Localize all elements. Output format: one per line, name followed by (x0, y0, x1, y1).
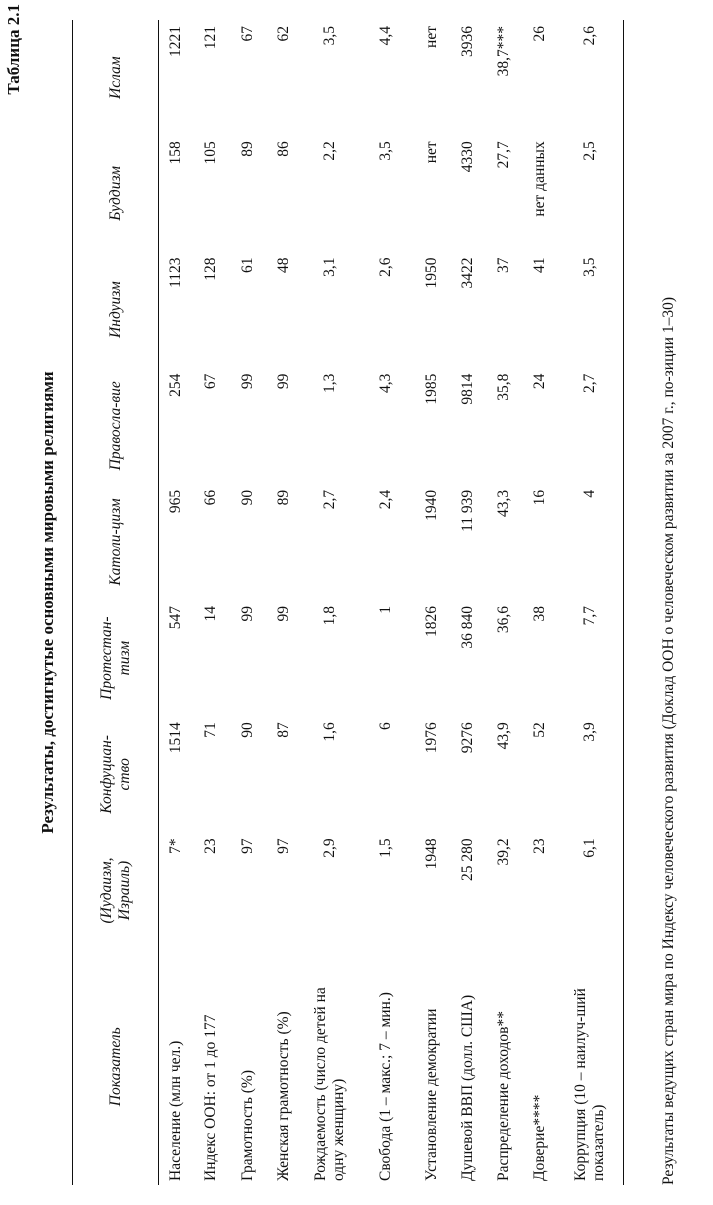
value-cell: 67 (238, 26, 256, 42)
value-cell: 3,5 (320, 26, 338, 46)
value-cell: 547 (166, 606, 184, 630)
value-cell: 71 (202, 722, 220, 738)
value-cell: 41 (530, 257, 548, 273)
header-judaism: (Иудаизм, Израиль) (73, 832, 159, 948)
value-cell: 38 (530, 606, 548, 622)
footnote: Результаты ведущих стран мира по Индексу человеческого развития (Доклад ООН о человеческом развитии за 2007 г., по-зиции 1–30) (660, 297, 677, 1185)
value-cell: 7,7 (558, 600, 624, 716)
indicator-cell: Население (млн чел.) (166, 1040, 184, 1181)
value-cell: 37 (494, 257, 512, 273)
value-cell: 6 (376, 722, 394, 730)
header-catholicism: Католи-цизм (73, 484, 159, 600)
value-cell: 2,5 (558, 135, 624, 251)
value-cell: 2,6 (558, 20, 624, 135)
value-cell: 9814 (458, 373, 476, 405)
header-orthodoxy: Правосла-вие (73, 368, 159, 484)
value-cell: 43,3 (494, 489, 512, 517)
value-cell: 1,3 (320, 373, 338, 394)
header-hinduism: Индуизм (73, 251, 159, 367)
value-cell: 48 (274, 257, 292, 273)
value-cell: нет (422, 26, 440, 48)
table-row (522, 20, 558, 1185)
indicator-cell: Свобода (1 – макс.; 7 – мин.) (376, 992, 394, 1181)
table-title: Результаты, достигнутые основными мировыми религиями (38, 371, 57, 834)
value-cell: 89 (238, 141, 256, 157)
value-cell: 61 (238, 257, 256, 273)
value-cell: 7* (166, 838, 184, 854)
value-cell: 38,7*** (494, 26, 512, 77)
value-cell: 67 (202, 373, 220, 390)
value-cell: 87 (274, 722, 292, 738)
value-cell: 3422 (458, 257, 476, 289)
header-indicator: Показатель (73, 949, 159, 1185)
value-cell: 3936 (458, 26, 476, 57)
table-row (558, 20, 624, 1185)
value-cell: 2,7 (558, 368, 624, 484)
indicator-cell: Доверие**** (530, 1094, 548, 1181)
value-cell: 97 (274, 838, 292, 854)
value-cell: 97 (238, 838, 256, 854)
value-cell: 99 (274, 606, 292, 622)
value-cell: 1,5 (376, 838, 394, 858)
value-cell: 1221 (166, 26, 184, 57)
header-islam: Ислам (73, 20, 159, 135)
value-cell: 2,9 (320, 838, 338, 858)
value-cell: 23 (202, 838, 220, 854)
value-cell: 254 (166, 373, 184, 397)
value-cell: нет данных (530, 141, 548, 217)
table-row (159, 20, 193, 1185)
value-cell: 1 (376, 606, 394, 614)
religions-results-table (72, 20, 624, 1185)
value-cell: 1985 (422, 373, 440, 405)
table-row (230, 20, 266, 1185)
table-header-row (73, 20, 159, 1185)
indicator-cell: Установление демократии (422, 1008, 440, 1181)
value-cell: 2,2 (320, 141, 338, 161)
indicator-cell: Душевой ВВП (долл. США) (458, 994, 476, 1181)
value-cell: 4,4 (376, 26, 394, 46)
value-cell: 1826 (422, 606, 440, 638)
table-row (302, 20, 358, 1185)
value-cell: 25 280 (458, 838, 476, 882)
value-cell: 3,1 (320, 257, 338, 277)
value-cell: 2,4 (376, 489, 394, 510)
value-cell: 2,6 (376, 257, 394, 277)
value-cell: 1514 (166, 722, 184, 754)
value-cell: 62 (274, 26, 292, 42)
value-cell: 158 (166, 141, 184, 165)
value-cell: 86 (274, 141, 292, 157)
value-cell: 3,5 (558, 251, 624, 367)
value-cell: 2,7 (320, 489, 338, 510)
indicator-cell: Коррупция (10 – наилуч-ший показатель) (558, 949, 624, 1185)
value-cell: 1123 (166, 257, 184, 288)
value-cell: 4,3 (376, 373, 394, 394)
value-cell: 99 (238, 606, 256, 622)
value-cell: 4 (558, 484, 624, 600)
value-cell: 99 (238, 373, 256, 390)
table-row (450, 20, 486, 1185)
value-cell: 66 (202, 489, 220, 506)
value-cell: 3,9 (558, 716, 624, 832)
value-cell: 16 (530, 489, 548, 506)
value-cell: 99 (274, 373, 292, 390)
header-protestantism: Протестан-тизм (73, 600, 159, 716)
indicator-cell: Рождаемость (число детей на одну женщину) (311, 987, 347, 1181)
header-buddhism: Буддизм (73, 135, 159, 251)
value-cell: 27,7 (494, 141, 512, 169)
value-cell: 121 (202, 26, 220, 50)
value-cell: 36,6 (494, 606, 512, 634)
value-cell: 36 840 (458, 606, 476, 649)
value-cell: 1940 (422, 489, 440, 521)
header-confucianism: Конфуциан-ство (73, 716, 159, 832)
value-cell: 90 (238, 722, 256, 738)
value-cell: 14 (202, 606, 220, 622)
indicator-cell: Женская грамотность (%) (274, 1011, 292, 1181)
value-cell: 1,8 (320, 606, 338, 626)
value-cell: 965 (166, 489, 184, 514)
value-cell: нет (422, 141, 440, 164)
table-label: Таблица 2.1 (4, 4, 23, 95)
value-cell: 3,5 (376, 141, 394, 161)
value-cell: 9276 (458, 722, 476, 754)
value-cell: 26 (530, 26, 548, 42)
value-cell: 23 (530, 838, 548, 854)
value-cell: 24 (530, 373, 548, 390)
value-cell: 1976 (422, 722, 440, 754)
value-cell: 1948 (422, 838, 440, 870)
table-row (193, 20, 230, 1185)
value-cell: 128 (202, 257, 220, 281)
table-row (266, 20, 302, 1185)
value-cell: 11 939 (458, 489, 476, 532)
indicator-cell: Распределение доходов** (494, 1011, 512, 1181)
value-cell: 39,2 (494, 838, 512, 866)
value-cell: 89 (274, 489, 292, 506)
value-cell: 43,9 (494, 722, 512, 750)
indicator-cell: Грамотность (%) (238, 1069, 256, 1181)
value-cell: 52 (530, 722, 548, 738)
table-row (486, 20, 522, 1185)
value-cell: 1950 (422, 257, 440, 289)
table-row (358, 20, 414, 1185)
indicator-cell: Индекс ООН: от 1 до 177 (202, 1014, 220, 1181)
value-cell: 6,1 (558, 832, 624, 948)
value-cell: 1,6 (320, 722, 338, 742)
value-cell: 90 (238, 489, 256, 506)
value-cell: 4330 (458, 141, 476, 173)
value-cell: 35,8 (494, 373, 512, 401)
value-cell: 105 (202, 141, 220, 165)
table-row (414, 20, 450, 1185)
